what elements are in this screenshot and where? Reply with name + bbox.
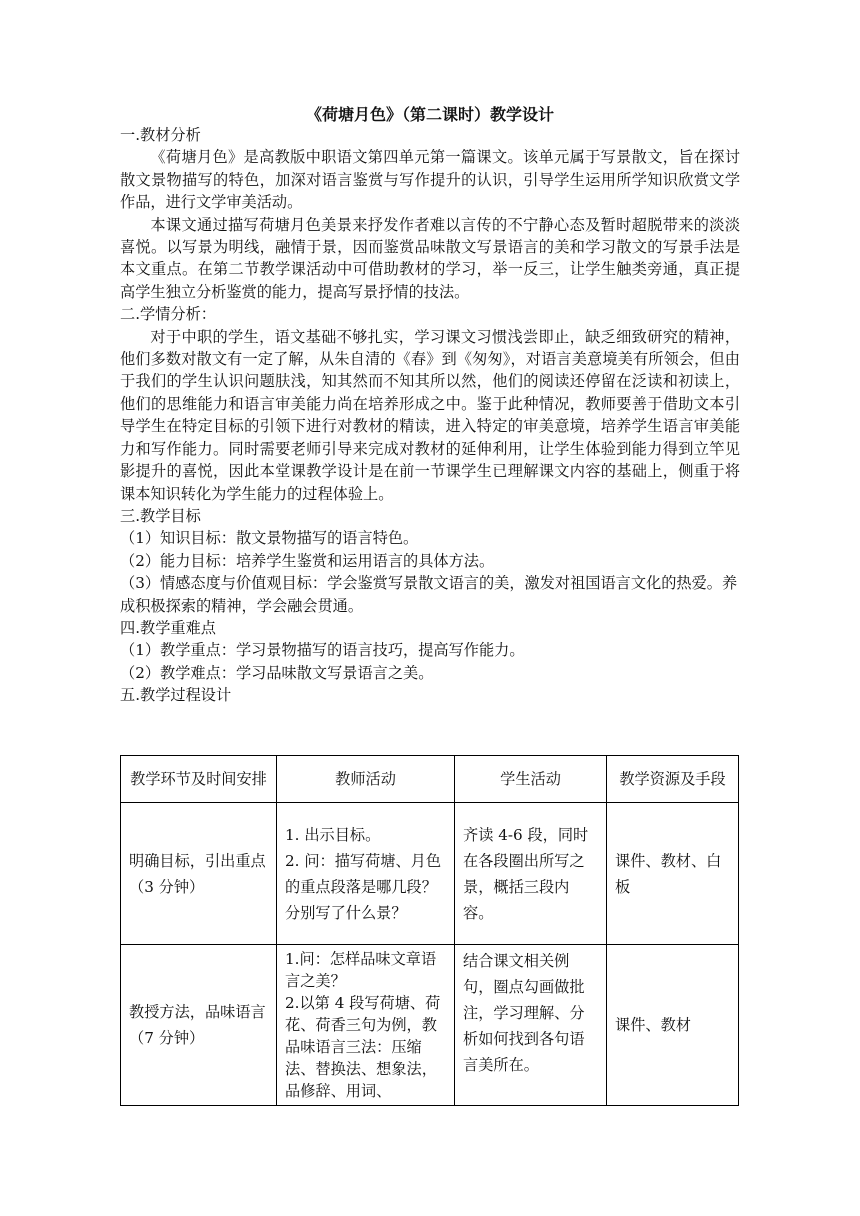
- student-activity-cell: 齐读 4-6 段，同时在各段圈出所写之景，概括三段内容。: [455, 803, 607, 945]
- paragraph: 对于中职的学生，语文基础不够扎实，学习课文习惯浅尝即止，缺乏细致研究的精神，他们多数对散文有一定了解，从朱自清的《春》到《匆匆》，对语言美意境美有所领会，但由于我们的学生认识问题肤浅，知其然而不知其所以然，他们的阅读还停留在泛读和初读上，他们的思维能力和语言审美能力尚在培养形成之中。鉴于此种情况，教师要善于借助文本引导学生在特定目标的引领下进行对教材的精读，进入特定的审美意境，培养学生语言审美能力和写作能力。同时需要老师引导来完成对教材的延伸利用，让学生体验到能力得到立竿见影提升的喜悦，因此本堂课教学设计是在前一节课学生已理解课文内容的基础上，侧重于将课本知识转化为学生能力的过程体验上。: [120, 327, 740, 503]
- column-header: 教学资源及手段: [607, 756, 739, 803]
- objective-item: （3）情感态度与价值观目标：学会鉴赏写景散文语言的美，激发对祖国语言文化的热爱。养成积极探索的精神，学会融会贯通。: [120, 574, 738, 615]
- section-heading-1: 一.教材分析: [120, 126, 201, 144]
- focus-item: （1）教学重点：学习景物描写的语言技巧，提高写作能力。: [120, 641, 525, 660]
- section-heading-2: 二.学情分析：: [120, 305, 216, 324]
- teacher-step: 2. 问：描写荷塘、月色的重点段落是哪几段？分别写了什么景？: [285, 851, 442, 922]
- objective-item: （2）能力目标：培养学生鉴赏和运用语言的具体方法。: [120, 551, 495, 570]
- table-header-row: [121, 756, 739, 803]
- column-header: 学生活动: [455, 756, 607, 803]
- section-heading-4: 四.教学重难点: [120, 618, 216, 637]
- focus-item: （2）教学难点：学习品味散文写景语言之美。: [120, 663, 434, 682]
- teacher-step: 2.以第 4 段写荷塘、荷花、荷香三句为例，教品味语言三法：压缩法、替换法、想象法，品修辞、用词、: [285, 994, 441, 1100]
- student-activity-cell: 结合课文相关例句，圈点勾画做批注，学习理解、分析如何找到各句语言美所在。: [455, 945, 607, 1106]
- stage-cell: 教授方法，品味语言（7 分钟）: [121, 945, 277, 1106]
- teacher-activity-cell: [277, 945, 455, 1106]
- resource-cell: 课件、教材: [607, 945, 739, 1106]
- teacher-step: 1. 出示目标。: [285, 825, 381, 844]
- teacher-activity-cell: [277, 803, 455, 945]
- process-table: [120, 755, 739, 1106]
- document-body: [120, 124, 740, 707]
- resource-cell: 课件、教材、白板: [607, 803, 739, 945]
- stage-cell: 明确目标，引出重点（3 分钟）: [121, 803, 277, 945]
- document-title: 《荷塘月色》（第二课时）教学设计: [305, 105, 554, 124]
- table-row: [121, 945, 739, 1106]
- section-heading-3: 三.教学目标: [120, 506, 201, 525]
- paragraph: 《荷塘月色》是高教版中职语文第四单元第一篇课文。该单元属于写景散文，旨在探讨散文景物描写的特色，加深对语言鉴赏与写作提升的认识，引导学生运用所学知识欣赏文学作品，进行文学审美活动。: [120, 148, 740, 212]
- column-header: 教师活动: [277, 756, 455, 803]
- objective-item: （1）知识目标：散文景物描写的语言特色。: [120, 529, 419, 548]
- table-row: [121, 803, 739, 945]
- column-header: 教学环节及时间安排: [121, 756, 277, 803]
- paragraph: 本课文通过描写荷塘月色美景来抒发作者难以言传的不宁静心态及暂时超脱带来的淡淡喜悦。以写景为明线，融情于景，因而鉴赏品味散文写景语言的美和学习散文的写景手法是本文重点。在第二节教学课活动中可借助教材的学习，举一反三，让学生触类旁通，真正提高学生独立分析鉴赏的能力，提高写景抒情的技法。: [120, 215, 740, 301]
- teacher-step: 1.问：怎样品味文章语言之美？: [285, 950, 437, 990]
- section-heading-5: 五.教学过程设计: [120, 686, 232, 705]
